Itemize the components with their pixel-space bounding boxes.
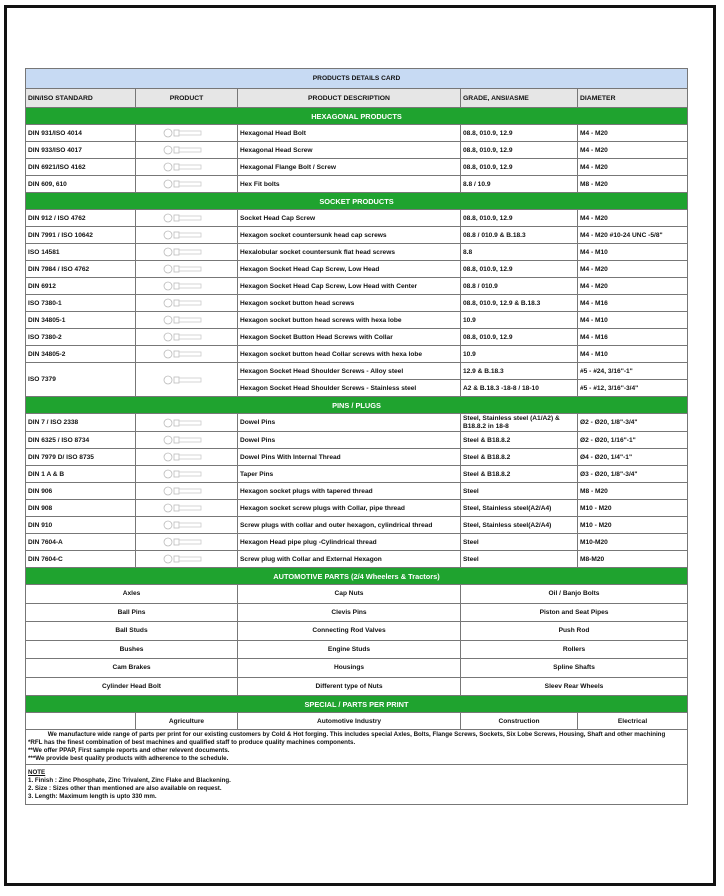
standard-cell: DIN 7604-A xyxy=(26,534,136,551)
automotive-item: Clevis Pins xyxy=(238,603,461,622)
automotive-item: Oil / Banjo Bolts xyxy=(461,585,688,604)
section-title: PINS / PLUGS xyxy=(26,397,688,414)
automotive-row xyxy=(26,603,688,622)
section-header xyxy=(26,108,688,125)
automotive-item: Cap Nuts xyxy=(238,585,461,604)
fastener-sketch-icon xyxy=(159,418,215,428)
standard-cell: DIN 933/ISO 4017 xyxy=(26,142,136,159)
automotive-row xyxy=(26,677,688,696)
fastener-sketch-icon xyxy=(159,452,215,462)
product-row xyxy=(26,227,688,244)
description-cell: Hexagonal Head Screw xyxy=(238,142,461,159)
product-image-cell xyxy=(136,312,238,329)
note-item: 3. Length: Maximum length is upto 330 mm. xyxy=(28,793,157,800)
product-row xyxy=(26,517,688,534)
automotive-item: Spline Shafts xyxy=(461,659,688,678)
product-image-cell xyxy=(136,227,238,244)
description-cell: Hexagon socket screw plugs with Collar, pipe thread xyxy=(238,500,461,517)
diameter-cell: #5 - #24, 3/16"-1" xyxy=(578,363,688,380)
product-image-cell xyxy=(136,534,238,551)
automotive-item: Different type of Nuts xyxy=(238,677,461,696)
automotive-item: Axles xyxy=(26,585,238,604)
description-cell: Dowel Pins xyxy=(238,414,461,432)
product-image-cell xyxy=(136,346,238,363)
diameter-cell: M4 - M20 #10-24 UNC -5/8" xyxy=(578,227,688,244)
section-title: HEXAGONAL PRODUCTS xyxy=(26,108,688,125)
note-item: 2. Size : Sizes other than mentioned are also available on request. xyxy=(28,785,222,792)
card-title: PRODUCTS DETAILS CARD xyxy=(26,69,688,89)
standard-cell: DIN 1 A & B xyxy=(26,466,136,483)
diameter-cell: M4 - M16 xyxy=(578,329,688,346)
standard-cell: DIN 7979 D/ ISO 8735 xyxy=(26,449,136,466)
diameter-cell: M4 - M10 xyxy=(578,244,688,261)
special-category: Automotive Industry xyxy=(238,713,461,730)
diameter-cell: #5 - #12, 3/16"-3/4" xyxy=(578,380,688,397)
description-cell: Hexagonal Flange Bolt / Screw xyxy=(238,159,461,176)
description-cell: Hexagon socket plugs with tapered thread xyxy=(238,483,461,500)
product-row xyxy=(26,125,688,142)
description-cell: Hexagon Socket Head Shoulder Screws - Alloy steel xyxy=(238,363,461,380)
column-header-row xyxy=(26,89,688,108)
col-diameter: DIAMETER xyxy=(578,89,688,108)
description-cell: Hexagon Head pipe plug -Cylindrical thread xyxy=(238,534,461,551)
product-image-cell xyxy=(136,329,238,346)
grade-cell: 08.8 / 010.9 & B.18.3 xyxy=(461,227,578,244)
standard-cell: DIN 609, 610 xyxy=(26,176,136,193)
product-image-cell xyxy=(136,278,238,295)
fastener-sketch-icon xyxy=(159,264,215,274)
standard-cell: DIN 6921/ISO 4162 xyxy=(26,159,136,176)
product-row xyxy=(26,312,688,329)
automotive-item: Housings xyxy=(238,659,461,678)
fastener-sketch-icon xyxy=(159,435,215,445)
grade-cell: 10.9 xyxy=(461,346,578,363)
section-header xyxy=(26,696,688,713)
description-cell: Hexagon Socket Button Head Screws with Collar xyxy=(238,329,461,346)
diameter-cell: Ø2 - Ø20, 1/16"-1" xyxy=(578,432,688,449)
grade-cell: 08.8, 010.9, 12.9 xyxy=(461,329,578,346)
automotive-item: Engine Studs xyxy=(238,640,461,659)
grade-cell: Steel, Stainless steel(A2/A4) xyxy=(461,517,578,534)
special-categories-row xyxy=(26,713,688,730)
description-cell: Socket Head Cap Screw xyxy=(238,210,461,227)
standard-cell: DIN 910 xyxy=(26,517,136,534)
product-image-cell xyxy=(136,466,238,483)
automotive-item: Bushes xyxy=(26,640,238,659)
standard-cell: DIN 34805-1 xyxy=(26,312,136,329)
automotive-item: Ball Pins xyxy=(26,603,238,622)
diameter-cell: M10 - M20 xyxy=(578,517,688,534)
grade-cell: 8.8 / 10.9 xyxy=(461,176,578,193)
notes-row xyxy=(26,765,688,805)
fastener-sketch-icon xyxy=(159,486,215,496)
product-image-cell xyxy=(136,449,238,466)
special-category: Construction xyxy=(461,713,578,730)
section-header xyxy=(26,397,688,414)
grade-cell: Steel, Stainless steel (A1/A2) & B18.8.2 in 18-8 xyxy=(461,414,578,432)
product-image-cell xyxy=(136,500,238,517)
fastener-sketch-icon xyxy=(159,349,215,359)
diameter-cell: M4 - M16 xyxy=(578,295,688,312)
product-row xyxy=(26,500,688,517)
product-image-cell xyxy=(136,159,238,176)
product-row xyxy=(26,176,688,193)
grade-cell: Steel & B18.8.2 xyxy=(461,466,578,483)
product-row xyxy=(26,346,688,363)
product-row xyxy=(26,466,688,483)
fastener-sketch-icon xyxy=(159,230,215,240)
product-image-cell xyxy=(136,551,238,568)
standard-cell: DIN 7 / ISO 2338 xyxy=(26,414,136,432)
grade-cell: 08.8 / 010.9 xyxy=(461,278,578,295)
product-row xyxy=(26,534,688,551)
fastener-sketch-icon xyxy=(159,554,215,564)
product-row xyxy=(26,414,688,432)
section-header xyxy=(26,568,688,585)
special-line: **We offer PPAP, First sample reports and other relevent documents. xyxy=(28,747,230,754)
fastener-sketch-icon xyxy=(159,298,215,308)
standard-cell: DIN 931/ISO 4014 xyxy=(26,125,136,142)
grade-cell: 08.8, 010.9, 12.9 & B.18.3 xyxy=(461,295,578,312)
diameter-cell: Ø3 - Ø20, 1/8"-3/4" xyxy=(578,466,688,483)
standard-cell: DIN 906 xyxy=(26,483,136,500)
col-grade: GRADE, ANSI/ASME xyxy=(461,89,578,108)
standard-cell: DIN 6325 / ISO 8734 xyxy=(26,432,136,449)
standard-cell: DIN 6912 xyxy=(26,278,136,295)
special-line: *RFL has the finest combination of best machines and qualified staff to produce quality machines components. xyxy=(28,739,356,746)
products-details-card xyxy=(25,68,687,805)
product-image-cell xyxy=(136,210,238,227)
product-image-cell xyxy=(136,363,238,397)
automotive-row xyxy=(26,659,688,678)
diameter-cell: Ø4 - Ø20, 1/4"-1" xyxy=(578,449,688,466)
product-row xyxy=(26,210,688,227)
grade-cell: Steel xyxy=(461,483,578,500)
standard-cell: DIN 908 xyxy=(26,500,136,517)
grade-cell: Steel & B18.8.2 xyxy=(461,449,578,466)
special-category: Electrical xyxy=(578,713,688,730)
product-image-cell xyxy=(136,517,238,534)
standard-cell: ISO 7380-2 xyxy=(26,329,136,346)
description-cell: Hexagonal Head Bolt xyxy=(238,125,461,142)
diameter-cell: M4 - M20 xyxy=(578,278,688,295)
description-cell: Hexagon Socket Head Cap Screw, Low Head xyxy=(238,261,461,278)
diameter-cell: M8 - M20 xyxy=(578,176,688,193)
description-cell: Hexagon Socket Head Cap Screw, Low Head with Center xyxy=(238,278,461,295)
grade-cell: Steel, Stainless steel(A2/A4) xyxy=(461,500,578,517)
automotive-item: Sleev Rear Wheels xyxy=(461,677,688,696)
product-image-cell xyxy=(136,483,238,500)
product-row xyxy=(26,278,688,295)
diameter-cell: M8-M20 xyxy=(578,551,688,568)
description-cell: Taper Pins xyxy=(238,466,461,483)
standard-cell: DIN 7984 / ISO 4762 xyxy=(26,261,136,278)
automotive-item: Connecting Rod Valves xyxy=(238,622,461,641)
fastener-sketch-icon xyxy=(159,503,215,513)
standard-cell: DIN 7991 / ISO 10642 xyxy=(26,227,136,244)
diameter-cell: M4 - M20 xyxy=(578,125,688,142)
product-image-cell xyxy=(136,125,238,142)
automotive-item: Push Rod xyxy=(461,622,688,641)
card-title-row xyxy=(26,69,688,89)
grade-cell: A2 & B.18.3 -18-8 / 18-10 xyxy=(461,380,578,397)
grade-cell: Steel & B18.8.2 xyxy=(461,432,578,449)
product-row xyxy=(26,329,688,346)
fastener-sketch-icon xyxy=(159,281,215,291)
fastener-sketch-icon xyxy=(159,332,215,342)
fastener-sketch-icon xyxy=(159,179,215,189)
diameter-cell: M4 - M20 xyxy=(578,142,688,159)
standard-cell: DIN 912 / ISO 4762 xyxy=(26,210,136,227)
description-cell: Hexalobular socket countersunk flat head screws xyxy=(238,244,461,261)
description-cell: Hex Fit bolts xyxy=(238,176,461,193)
description-cell: Hexagon socket button head screws with hexa lobe xyxy=(238,312,461,329)
fastener-sketch-icon xyxy=(159,247,215,257)
fastener-sketch-icon xyxy=(159,469,215,479)
diameter-cell: M4 - M20 xyxy=(578,210,688,227)
automotive-item: Cylinder Head Bolt xyxy=(26,677,238,696)
fastener-sketch-icon xyxy=(159,520,215,530)
grade-cell: 08.8, 010.9, 12.9 xyxy=(461,210,578,227)
automotive-item: Ball Studs xyxy=(26,622,238,641)
special-text xyxy=(26,730,688,765)
automotive-item: Rollers xyxy=(461,640,688,659)
product-image-cell xyxy=(136,295,238,312)
col-standard: DIN/ISO STANDARD xyxy=(26,89,136,108)
grade-cell: 10.9 xyxy=(461,312,578,329)
diameter-cell: M4 - M20 xyxy=(578,261,688,278)
automotive-row xyxy=(26,640,688,659)
special-text-row xyxy=(26,730,688,765)
product-row xyxy=(26,244,688,261)
diameter-cell: M4 - M10 xyxy=(578,346,688,363)
section-title: SOCKET PRODUCTS xyxy=(26,193,688,210)
product-row xyxy=(26,551,688,568)
products-table xyxy=(25,68,688,805)
fastener-sketch-icon xyxy=(159,375,215,385)
section-title: SPECIAL / PARTS PER PRINT xyxy=(26,696,688,713)
product-image-cell xyxy=(136,432,238,449)
description-cell: Dowel Pins xyxy=(238,432,461,449)
grade-cell: 08.8, 010.9, 12.9 xyxy=(461,159,578,176)
grade-cell: Steel xyxy=(461,534,578,551)
col-description: PRODUCT DESCRIPTION xyxy=(238,89,461,108)
special-category: Agriculture xyxy=(136,713,238,730)
grade-cell: Steel xyxy=(461,551,578,568)
standard-cell: DIN 34805-2 xyxy=(26,346,136,363)
grade-cell: 08.8, 010.9, 12.9 xyxy=(461,142,578,159)
diameter-cell: M4 - M10 xyxy=(578,312,688,329)
standard-cell: ISO 7379 xyxy=(26,363,136,397)
fastener-sketch-icon xyxy=(159,162,215,172)
product-image-cell xyxy=(136,261,238,278)
fastener-sketch-icon xyxy=(159,315,215,325)
fastener-sketch-icon xyxy=(159,537,215,547)
diameter-cell: M10 - M20 xyxy=(578,500,688,517)
product-row xyxy=(26,432,688,449)
grade-cell: 12.9 & B.18.3 xyxy=(461,363,578,380)
grade-cell: 08.8, 010.9, 12.9 xyxy=(461,261,578,278)
product-image-cell xyxy=(136,176,238,193)
product-row xyxy=(26,363,688,380)
product-row xyxy=(26,295,688,312)
notes-title: NOTE xyxy=(28,769,46,776)
automotive-item: Piston and Seat Pipes xyxy=(461,603,688,622)
product-row xyxy=(26,261,688,278)
standard-cell: ISO 7380-1 xyxy=(26,295,136,312)
blank-cell xyxy=(26,713,136,730)
fastener-sketch-icon xyxy=(159,213,215,223)
diameter-cell: M8 - M20 xyxy=(578,483,688,500)
description-cell: Hexagon socket button head Collar screws with hexa lobe xyxy=(238,346,461,363)
standard-cell: ISO 14581 xyxy=(26,244,136,261)
standard-cell: DIN 7604-C xyxy=(26,551,136,568)
product-row xyxy=(26,449,688,466)
description-cell: Hexagon socket countersunk head cap screws xyxy=(238,227,461,244)
automotive-item: Cam Brakes xyxy=(26,659,238,678)
diameter-cell: Ø2 - Ø20, 1/8"-3/4" xyxy=(578,414,688,432)
section-title: AUTOMOTIVE PARTS (2/4 Wheelers & Tractors) xyxy=(26,568,688,585)
description-cell: Dowel Pins With Internal Thread xyxy=(238,449,461,466)
fastener-sketch-icon xyxy=(159,145,215,155)
diameter-cell: M10-M20 xyxy=(578,534,688,551)
grade-cell: 08.8, 010.9, 12.9 xyxy=(461,125,578,142)
automotive-row xyxy=(26,585,688,604)
grade-cell: 8.8 xyxy=(461,244,578,261)
special-line: ***We provide best quality products with adherence to the schedule. xyxy=(28,755,229,762)
product-image-cell xyxy=(136,414,238,432)
description-cell: Screw plug with Collar and External Hexagon xyxy=(238,551,461,568)
description-cell: Screw plugs with collar and outer hexagon, cylindrical thread xyxy=(238,517,461,534)
col-product: PRODUCT xyxy=(136,89,238,108)
product-row xyxy=(26,159,688,176)
note-item: 1. Finish : Zinc Phosphate, Zinc Trivalent, Zinc Flake and Blackening. xyxy=(28,777,231,784)
notes-block xyxy=(26,765,688,805)
product-row xyxy=(26,483,688,500)
description-cell: Hexagon socket button head screws xyxy=(238,295,461,312)
special-line: We manufacture wide range of parts per print for our existing customers by Cold & Hot forging. This includes special Axles, Bolts, Flange Screws, Sockets, Six Lobe Screws, Housing, Shaft and other machining xyxy=(47,731,666,738)
automotive-row xyxy=(26,622,688,641)
product-image-cell xyxy=(136,244,238,261)
description-cell: Hexagon Socket Head Shoulder Screws - Stainless steel xyxy=(238,380,461,397)
product-image-cell xyxy=(136,142,238,159)
fastener-sketch-icon xyxy=(159,128,215,138)
product-row xyxy=(26,142,688,159)
section-header xyxy=(26,193,688,210)
diameter-cell: M4 - M20 xyxy=(578,159,688,176)
